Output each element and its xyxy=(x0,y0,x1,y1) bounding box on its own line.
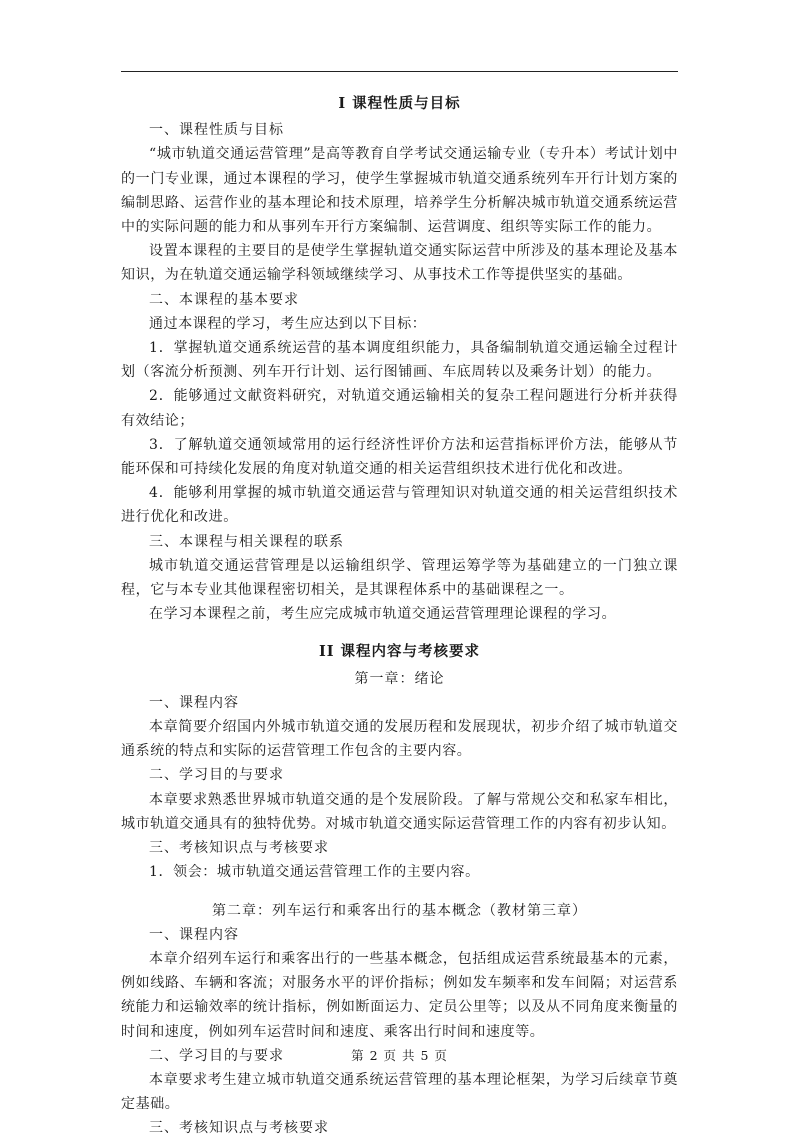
paragraph: 在学习本课程之前，考生应完成城市轨道交通运营管理理论课程的学习。 xyxy=(149,606,617,623)
list-item: 4．能够利用掌握的城市轨道交通运营与管理知识对轨道交通的相关运营组织技术进行优化和改进。 xyxy=(121,485,678,526)
section-heading: 二、本课程的基本要求 xyxy=(149,291,299,308)
section-heading: 二、学习目的与要求 xyxy=(149,767,284,784)
section-heading: 一、课程内容 xyxy=(149,694,239,711)
paragraph: “城市轨道交通运营管理”是高等教育自学考试交通运输专业（专升本）考试计划中的一门专业课，通过本课程的学习，使学生掌握城市轨道交通系统列车开行计划方案的编制思路、运营作业的基本理论和技术原理，培养学生分析解决城市轨道交通系统运营中的实际问题的能力和从事列车开行方案编制、运营调度、组织等实际工作的能力。 xyxy=(121,146,678,236)
list-item: 1．掌握轨道交通系统运营的基本调度组织能力，具备编制轨道交通运输全过程计划（客流分析预测、列车开行计划、运行图铺画、车底周转以及乘务计划）的能力。 xyxy=(121,340,678,381)
list-item: 1．领会：城市轨道交通运营管理工作的主要内容。 xyxy=(149,864,480,881)
paragraph: 本章要求考生建立城市轨道交通系统运营管理的基本理论框架，为学习后续章节奠定基础。 xyxy=(121,1071,678,1113)
list-item: 3．了解轨道交通领域常用的运行经济性评价方法和运营指标评价方法，能够从节能环保和可持续化发展的角度对轨道交通的相关运营组织技术进行优化和改进。 xyxy=(121,436,678,478)
list-item: 2．能够通过文献资料研究，对轨道交通运输相关的复杂工程问题进行分析并获得有效结论； xyxy=(121,388,678,429)
section-heading: 三、考核知识点与考核要求 xyxy=(149,1120,329,1137)
paragraph: 本章介绍列车运行和乘客出行的一些基本概念，包括组成运营系统最基本的元素，例如线路、车辆和客流；对服务水平的评价指标；例如发车频率和发车间隔；对运营系统能力和运输效率的统计指标，例如断面运力、定员公里等；以及从不同角度来衡量的时间和速度，例如列车运营时间和速度、乘客出行时间和速度等。 xyxy=(121,950,678,1040)
chapter-title: 第一章：绪论 xyxy=(354,670,445,687)
header-rule xyxy=(121,71,678,72)
section-title-1: I 课程性质与目标 xyxy=(338,95,461,112)
page-number: 第 2 页 共 5 页 xyxy=(351,1048,448,1063)
section-heading: 三、考核知识点与考核要求 xyxy=(149,840,329,857)
paragraph: 设置本课程的主要目的是使学生掌握轨道交通实际运营中所涉及的基本理论及基本知识，为在轨道交通运输学科领域继续学习、从事技术工作等提供坚实的基础。 xyxy=(121,243,678,284)
paragraph: 通过本课程的学习，考生应达到以下目标： xyxy=(149,315,427,332)
chapter-title: 第二章：列车运行和乘客出行的基本概念（教材第三章） xyxy=(212,902,587,919)
section-title-2: II 课程内容与考核要求 xyxy=(318,643,481,661)
section-heading: 一、课程内容 xyxy=(149,926,239,943)
paragraph: 城市轨道交通运营管理是以运输组织学、管理运筹学等为基础建立的一门独立课程，它与本专业其他课程密切相关，是其课程体系中的基础课程之一。 xyxy=(121,557,678,599)
page-body xyxy=(121,90,678,1141)
section-heading: 三、本课程与相关课程的联系 xyxy=(149,533,344,550)
paragraph: 本章要求熟悉世界城市轨道交通的是个发展阶段。了解与常规公交和私家车相比，城市轨道交通具有的独特优势。对城市轨道交通实际运营管理工作的内容有初步认知。 xyxy=(121,791,678,832)
section-heading: 一、课程性质与目标 xyxy=(149,122,284,139)
section-heading: 二、学习目的与要求 xyxy=(149,1047,284,1064)
paragraph: 本章简要介绍国内外城市轨道交通的发展历程和发展现状，初步介绍了城市轨道交通系统的特点和实际的运营管理工作包含的主要内容。 xyxy=(121,719,678,760)
